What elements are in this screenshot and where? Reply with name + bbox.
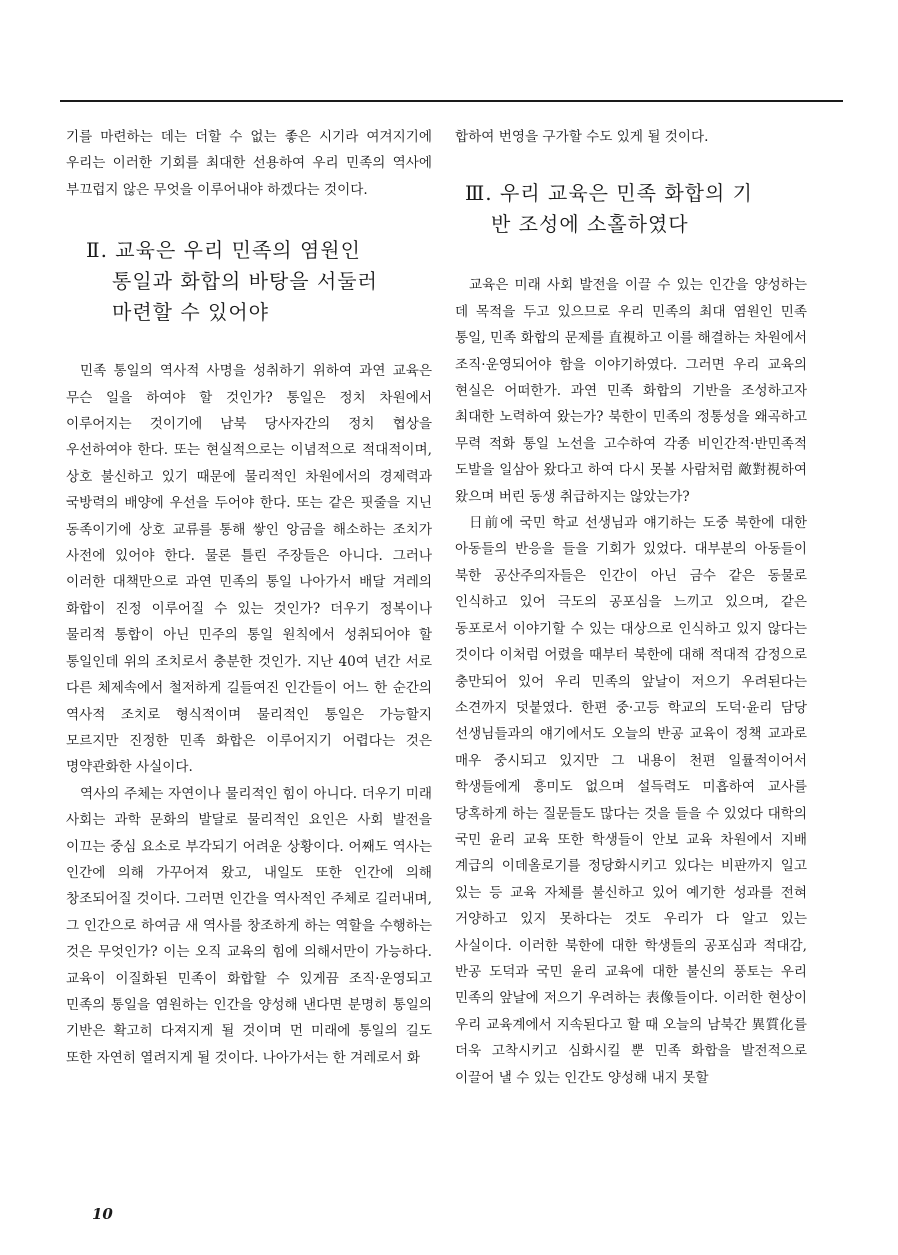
section-2-heading-line3: 마련할 수 있어야 <box>112 300 269 325</box>
left-intro-paragraph: 기를 마련하는 데는 더할 수 없는 좋은 시기라 여겨지기에 우리는 이러한 기회를 최대한 선용하여 우리 민족의 역사에 부끄럽지 않은 무엇을 이루어내야 하겠다는 것이다. <box>66 129 432 198</box>
right-intro-paragraph: 합하여 번영을 구가할 수도 있게 될 것이다. <box>455 129 709 145</box>
page-number: 10 <box>92 1205 113 1223</box>
left-column <box>66 124 432 1071</box>
header-rule <box>60 100 843 102</box>
section-2-heading-line1: Ⅱ. 교육은 우리 민족의 염원인 <box>86 238 361 263</box>
section-2-heading <box>66 235 432 328</box>
section-2-heading-line2: 통일과 화합의 바탕을 서둘러 <box>112 269 378 294</box>
section-2-paragraph-1: 민족 통일의 역사적 사명을 성취하기 위하여 과연 교육은 무슨 일을 하여야 할 것인가? 통일은 정치 차원에서 이루어지는 것이기에 남북 당사자간의 정치 협상을 우선하여야 한다. 또는 현실적으로는 이념적으로 적대적이며, 상호 불신하고 있기 때문에 물리적인 차원에서의 경제력과 국방력의 배양에 우선을 두어야 한다. 또는 같은 핏줄을 지닌 동족이기에 상호 교류를 통해 쌓인 앙금을 해소하는 조치가 사전에 있어야 한다. 물론 틀린 주장들은 아니다. 그러나 이러한 대책만으로 과연 민족의 통일 나아가서 배달 겨레의 화합이 진정 이루어질 수 있는 것인가? 더우기 정복이나 물리적 통합이 아닌 민주의 통일 원칙에서 성취되어야 할 통일인데 위의 조치로서 충분한 것인가. 지난 40여 년간 서로 다른 체제속에서 철저하게 길들여진 인간들이 어느 한 순간의 역사적 조치로 형식적이며 물리적인 통일은 가능할지 모르지만 진정한 민족 화합은 이루어지기 어렵다는 것은 명약관화한 사실이다. <box>66 363 432 776</box>
section-3-heading-line1: Ⅲ. 우리 교육은 민족 화합의 기 <box>465 181 753 206</box>
section-3-paragraph-1: 교육은 미래 사회 발전을 이끌 수 있는 인간을 양성하는 데 목적을 두고 있으므로 우리 민족의 최대 염원인 민족 통일, 민족 화합의 문제를 直視하고 이를 해결하는 차원에서 조직·운영되어야 함을 이야기하였다. 그러면 우리 교육의 현실은 어떠한가. 과연 민족 화합의 기반을 조성하고자 최대한 노력하여 왔는가? 북한이 민족의 정통성을 왜곡하고 무력 적화 통일 노선을 고수하여 각종 비인간적·반민족적 도발을 일삼아 왔다고 하여 다시 못볼 사람처럼 敵對視하여 왔으며 버린 동생 취급하지는 않았는가? <box>455 277 807 505</box>
section-2-paragraph-2: 역사의 주체는 자연이나 물리적인 힘이 아니다. 더우기 미래 사회는 과학 문화의 발달로 물리적인 요인은 사회 발전을 이끄는 중심 요소로 부각되기 어려운 상황이다. 어째도 역사는 인간에 의해 가꾸어져 왔고, 내일도 또한 인간에 의해 창조되어질 것이다. 그러면 인간을 역사적인 주체로 길러내며, 그 인간으로 하여금 새 역사를 창조하게 하는 역할을 수행하는 것은 무엇인가? 이는 오직 교육의 힘에 의해서만이 가능하다. 교육이 이질화된 민족이 화합할 수 있게끔 조직·운영되고 민족의 통일을 염원하는 인간을 양성해 낸다면 분명히 통일의 기반은 확고히 다져지게 될 것이며 먼 미래에 통일의 길도 또한 자연히 열려지게 될 것이다. 나아가서는 한 겨레로서 화 <box>66 785 432 1066</box>
right-column <box>455 124 807 1091</box>
section-3-paragraph-2: 日前에 국민 학교 선생님과 얘기하는 도중 북한에 대한 아동들의 반응을 들을 기회가 있었다. 대부분의 아동들이 북한 공산주의자들은 인간이 아닌 금수 같은 동물로 인식하고 있어 극도의 공포심을 느끼고 있으며, 같은 동포로서 이야기할 수 있는 대상으로 인식하고 있지 않다는 것이다 이처럼 어렸을 때부터 북한에 대해 적대적 감정으로 충만되어 있어 우리 민족의 앞날이 저으기 우려된다는 소견까지 덧붙였다. 한편 중·고등 학교의 도덕·윤리 담당 선생님들과의 얘기에서도 오늘의 반공 교육이 정책 교과로 매우 중시되고 있지만 그 내용이 천편 일률적이어서 학생들에게 흥미도 없으며 설득력도 미흡하여 교사를 당혹하게 하는 질문들도 많다는 것을 들을 수 있었다 대학의 국민 윤리 교육 또한 학생들이 안보 교육 차원에서 지배 계급의 이데올로기를 정당화시키고 있다는 비판까지 일고 있는 등 교육 자체를 불신하고 있어 예기한 성과를 전혀 거양하고 있지 못하다는 것도 우리가 다 알고 있는 사실이다. 이러한 북한에 대한 학생들의 공포심과 적대감, 반공 도덕과 국민 윤리 교육에 대한 불신의 풍토는 우리 민족의 앞날에 저으기 우려하는 表像들이다. 이러한 현상이 우리 교육계에서 지속된다고 할 때 오늘의 남북간 異質化를 더욱 고착시키고 심화시킬 뿐 민족 화합을 발전적으로 이끌어 낼 수 있는 인간도 양성해 내지 못할 <box>455 515 807 1086</box>
section-3-heading <box>455 178 807 240</box>
section-3-heading-line2: 반 조성에 소홀하였다 <box>491 212 689 237</box>
